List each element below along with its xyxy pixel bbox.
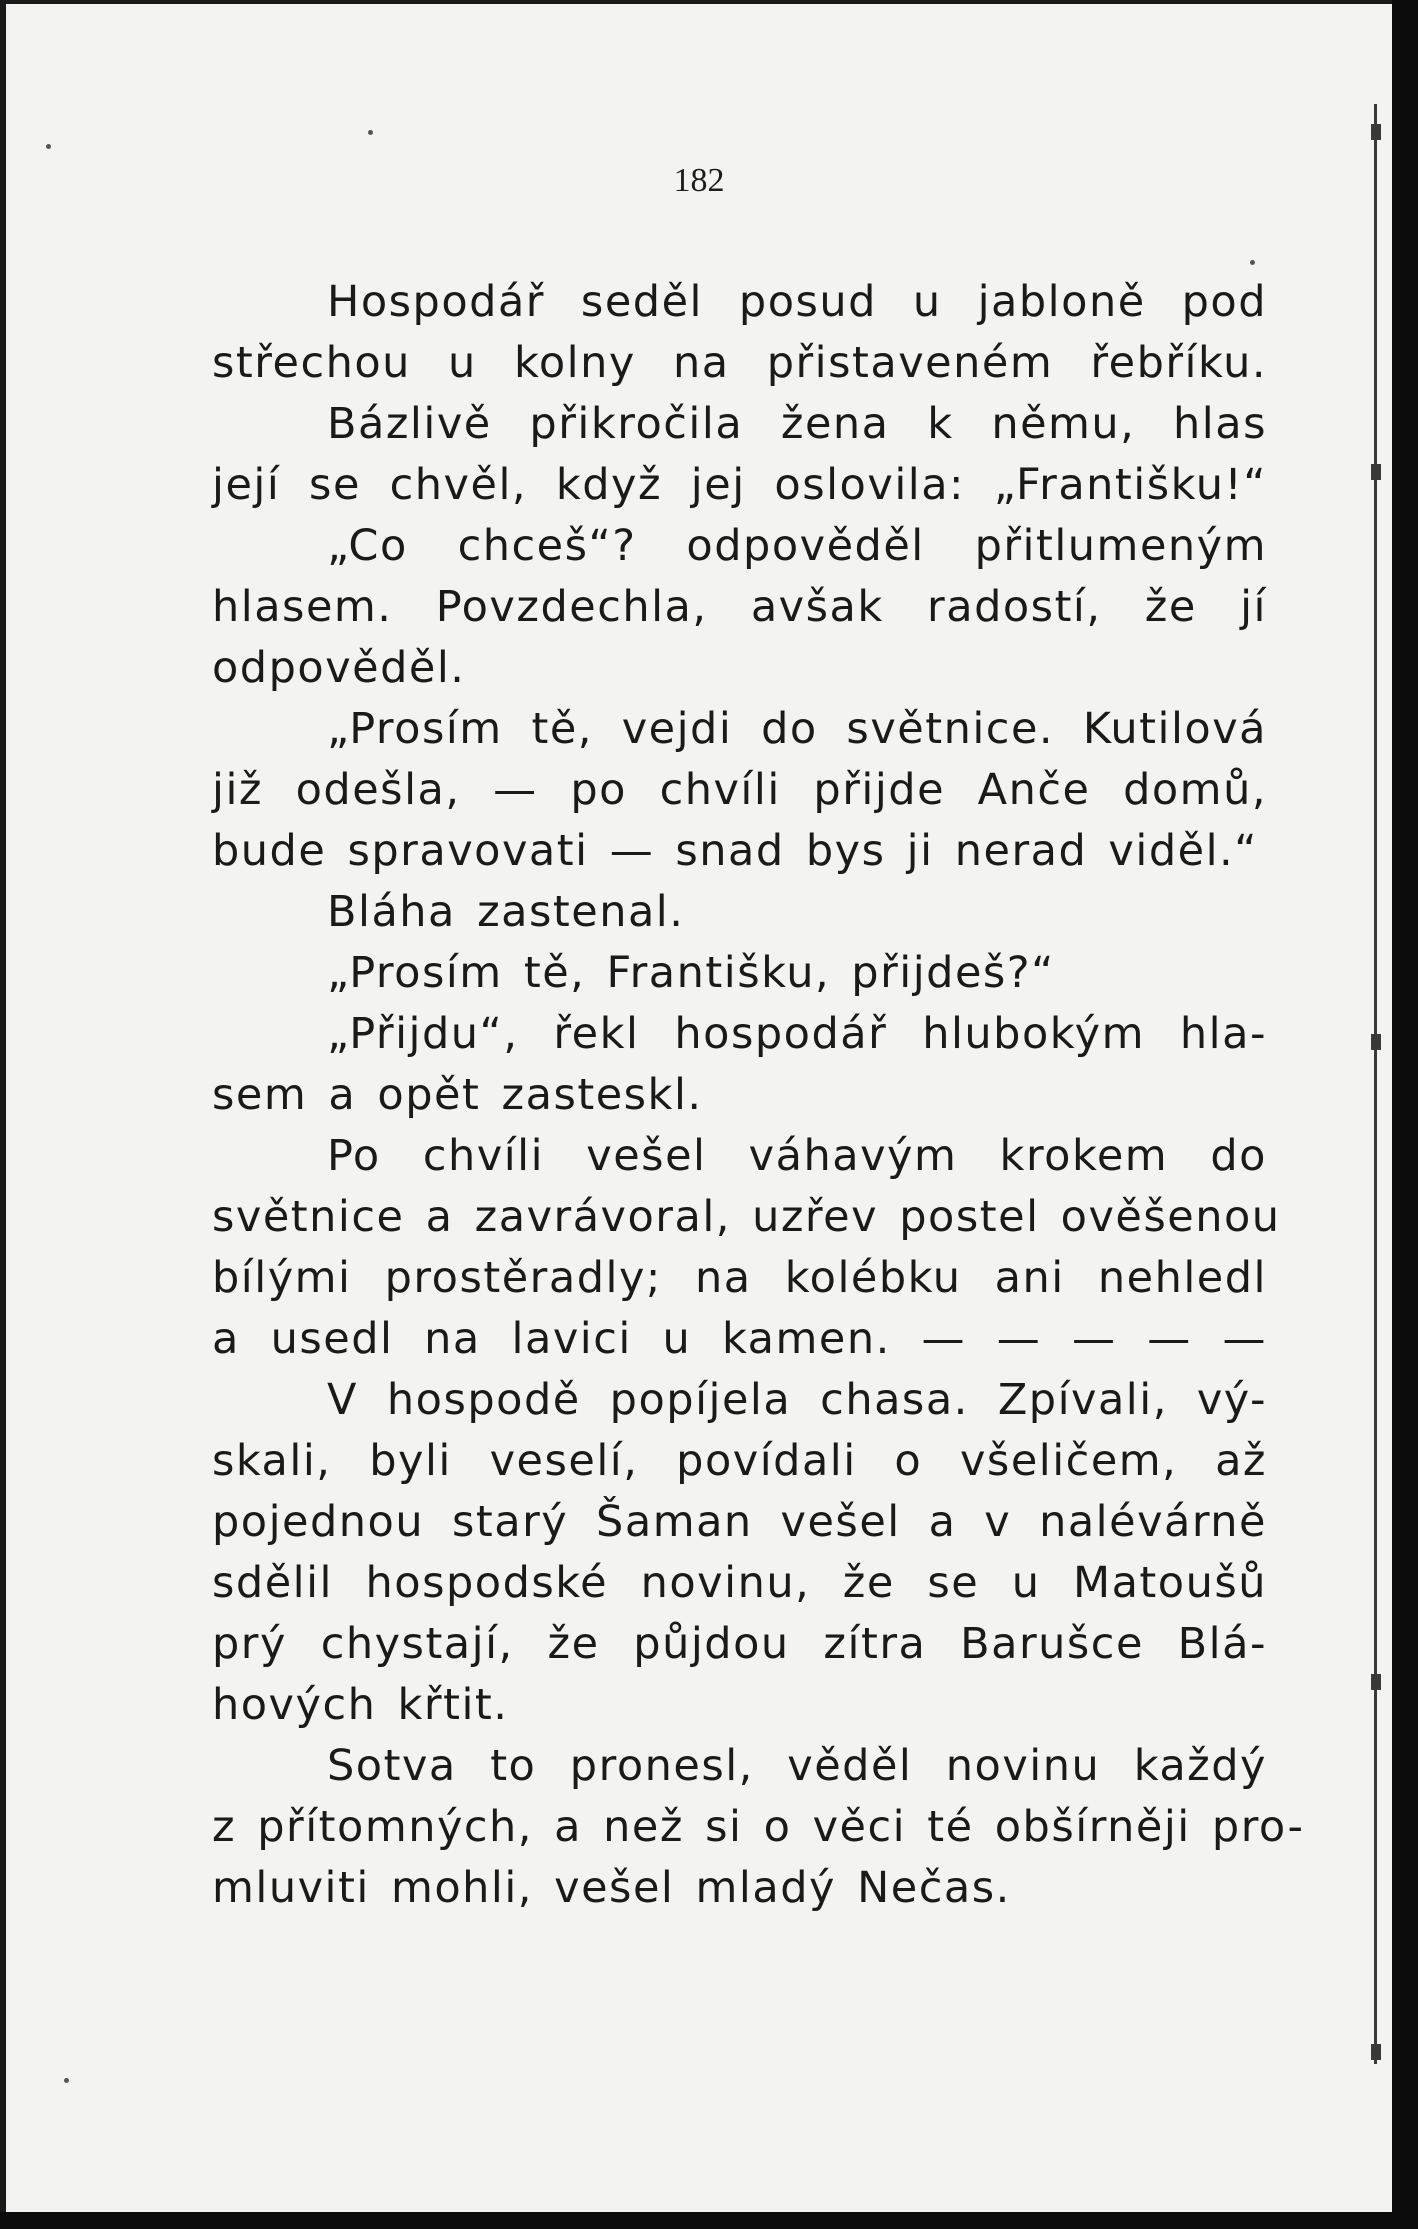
paper-speck [368,130,373,135]
text-line: a usedl na lavici u kamen. — — — — — [212,1314,1267,1364]
text-line: hlasem. Povzdechla, avšak radostí, že jí [212,582,1267,632]
text-line: z přítomných, a než si o věci té obšírněji pro- [212,1802,1305,1852]
binding-mark [1371,2044,1381,2060]
binding-mark [1371,1034,1381,1050]
text-line: bude spravovati — snad bys ji nerad viděl.“ [212,826,1258,876]
text-line: Bázlivě přikročila žena k němu, hlas [327,399,1267,449]
text-line: Sotva to pronesl, věděl novinu každý [327,1741,1267,1791]
binding-mark [1371,1674,1381,1690]
paper-speck [1250,260,1255,265]
text-line: „Přijdu“, řekl hospodář hlubokým hla- [327,1009,1267,1059]
text-line: Bláha zastenal. [327,887,685,937]
text-line: bílými prostěradly; na kolébku ani nehledl [212,1253,1267,1303]
paper-speck [64,2078,69,2083]
text-line: Po chvíli vešel váhavým krokem do [327,1131,1267,1181]
text-line: Hospodář seděl posud u jabloně pod [327,277,1267,327]
text-line: světnice a zavrávoral, uzřev postel ověšenou [212,1192,1281,1242]
text-line: sem a opět zasteskl. [212,1070,703,1120]
text-line: V hospodě popíjela chasa. Zpívali, vý- [327,1375,1267,1425]
text-line: odpověděl. [212,643,466,693]
text-line: mluviti mohli, vešel mladý Nečas. [212,1863,1011,1913]
text-line: hových křtit. [212,1680,509,1730]
text-line: skali, byli veselí, povídali o všeličem, až [212,1436,1267,1486]
page-number: 182 [673,162,725,199]
text-line: již odešla, — po chvíli přijde Anče domů, [212,765,1267,815]
text-line: pojednou starý Šaman vešel a v nalévárně [212,1497,1267,1547]
paper-speck [46,144,51,149]
text-line: „Co chceš“? odpověděl přitlumeným [327,521,1267,571]
text-line: její se chvěl, když jej oslovila: „Františku!“ [212,460,1267,510]
binding-edge [1374,104,1385,2064]
text-line: „Prosím tě, Františku, přijdeš?“ [327,948,1055,998]
text-line: střechou u kolny na přistaveném řebříku. [212,338,1267,388]
page-text [212,272,1305,1919]
text-line: „Prosím tě, vejdi do světnice. Kutilová [327,704,1267,754]
binding-mark [1371,464,1381,480]
text-line: prý chystají, že půjdou zítra Barušce Blá- [212,1619,1267,1669]
text-line: sdělil hospodské novinu, že se u Matoušů [212,1558,1267,1608]
binding-mark [1371,124,1381,140]
